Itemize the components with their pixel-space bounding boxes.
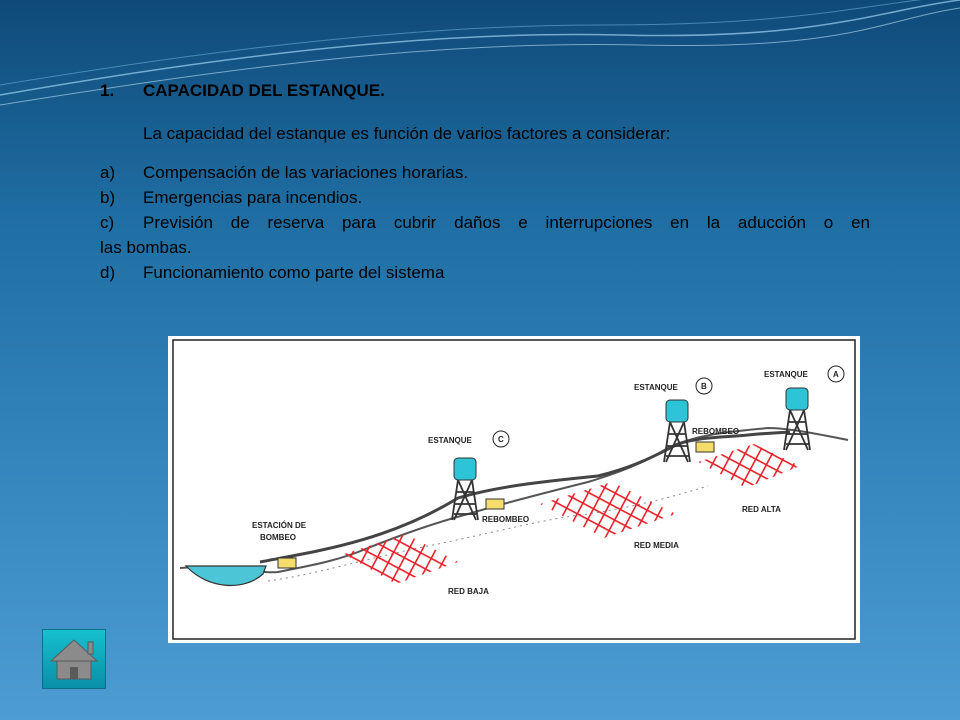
heading-number: 1.	[100, 81, 115, 100]
item-text: Previsión de reserva para cubrir daños e interrupciones en la aducción o en	[143, 213, 870, 232]
estanque-b-label: ESTANQUE	[634, 383, 678, 392]
item-text-continuation: las bombas.	[100, 238, 192, 257]
list-item	[100, 185, 870, 210]
item-text: Compensación de las variaciones horarias.	[143, 163, 469, 182]
rebombeo-upper-label: REBOMBEO	[692, 427, 740, 436]
home-icon	[43, 630, 105, 688]
item-label: a)	[100, 163, 116, 182]
red-alta-label: RED ALTA	[742, 505, 781, 514]
marker-b-text: B	[701, 382, 707, 391]
diagram-svg	[168, 336, 860, 643]
rebombeo-upper-house	[696, 442, 714, 452]
estacion-label-line1: ESTACIÓN DE	[252, 521, 307, 530]
estacion-bombeo-house	[278, 558, 296, 568]
diagram-frame	[173, 340, 855, 639]
list-item	[100, 160, 870, 185]
heading-title: CAPACIDAD DEL ESTANQUE.	[143, 81, 385, 100]
estanque-a-label: ESTANQUE	[764, 370, 808, 379]
item-label: d)	[100, 263, 116, 282]
rebombeo-lower-house	[486, 499, 504, 509]
red-media-label: RED MEDIA	[634, 541, 679, 550]
list-item	[100, 260, 870, 285]
water-system-diagram	[168, 336, 860, 643]
list-item	[100, 210, 870, 235]
item-label: c)	[100, 213, 115, 232]
section-heading	[100, 78, 870, 103]
estanque-c-label: ESTANQUE	[428, 436, 472, 445]
item-text: Emergencias para incendios.	[143, 188, 363, 207]
item-label: b)	[100, 188, 116, 207]
slide-text	[100, 78, 870, 285]
intro-text: La capacidad del estanque es función de varios factores a considerar:	[143, 124, 671, 143]
home-button[interactable]	[42, 629, 106, 689]
item-text: Funcionamiento como parte del sistema	[143, 263, 445, 282]
rebombeo-lower-label: REBOMBEO	[482, 515, 530, 524]
marker-c-text: C	[498, 435, 504, 444]
factor-list	[100, 160, 870, 285]
red-baja-label: RED BAJA	[448, 587, 489, 596]
marker-a-text: A	[833, 370, 839, 379]
estacion-label-line2: BOMBEO	[260, 533, 296, 542]
